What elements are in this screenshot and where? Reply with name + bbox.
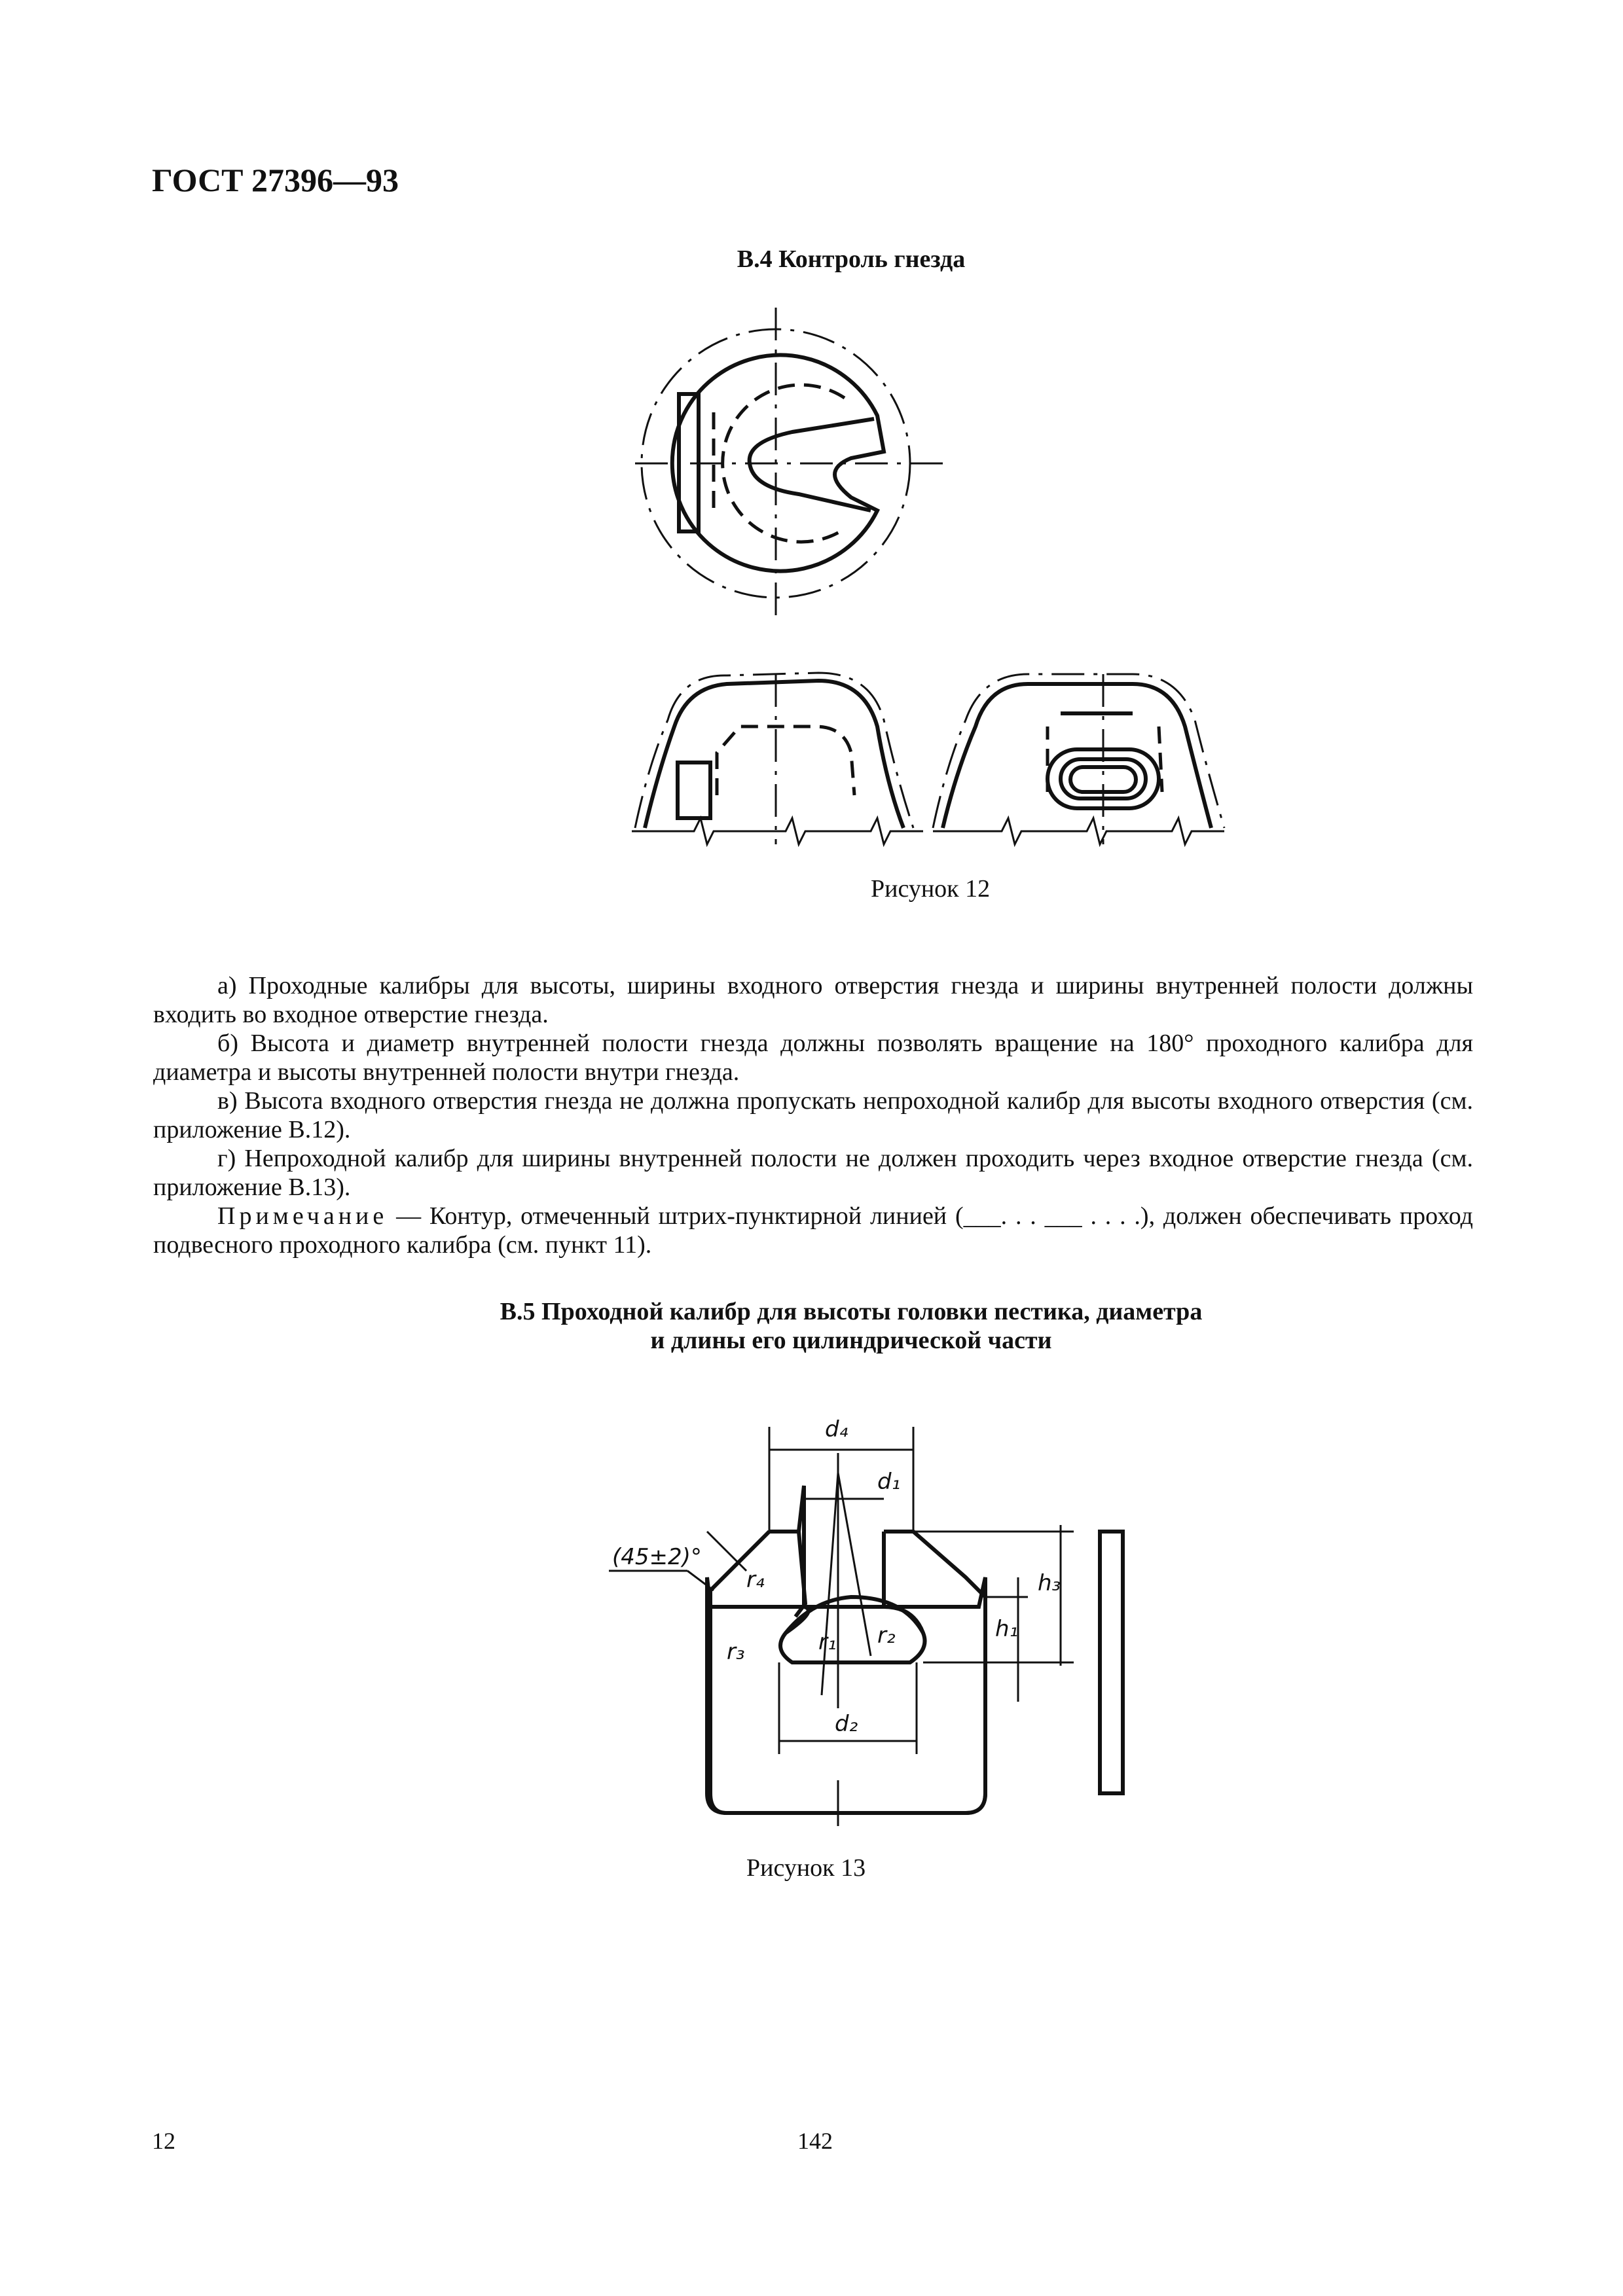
paragraph-a: а) Проходные калибры для высоты, ширины входного отверстия гнезда и ширины внутренней полости должны входить во входное отверстие гнезда.: [153, 972, 1473, 1028]
section-b5-title-line1: В.5 Проходной калибр для высоты головки пестика, диаметра: [500, 1298, 1203, 1325]
figure-12-side-view-right: [933, 674, 1224, 844]
label-angle: (45±2)°: [612, 1544, 702, 1570]
figure-12-side-view-left: [632, 673, 923, 844]
document-header: ГОСТ 27396—93: [152, 162, 399, 198]
note-paragraph: [153, 1202, 1473, 1259]
note-label: Примечание: [217, 1202, 388, 1230]
body-text: [153, 971, 1473, 1259]
paragraph-b: б) Высота и диаметр внутренней полости гнезда должны позволять вращение на 180° проходного калибра для диаметра и высоты внутренней полости внутри гнезда.: [153, 1030, 1473, 1086]
figure-13-drawing: [589, 1401, 1178, 1833]
label-h1: h₁: [995, 1616, 1019, 1642]
label-r2: r₂: [877, 1623, 896, 1649]
section-b4-title: В.4 Контроль гнезда: [737, 245, 966, 273]
note-text: — Контур, отмеченный штрих-пунктирной линией (___. . . ___ . . . .), должен обеспечивать проход подвесного проходного калибра (см. пункт 11).: [153, 1202, 1473, 1259]
label-h3: h₃: [1038, 1570, 1061, 1596]
label-d1: d₁: [877, 1469, 901, 1495]
figure-12-top-view: [635, 308, 943, 615]
figure-12-caption: Рисунок 12: [871, 875, 991, 903]
figure-12-drawing: [589, 301, 1309, 890]
page-number-center: 142: [797, 2128, 833, 2154]
figure-13-caption: Рисунок 13: [746, 1854, 866, 1882]
label-r3: r₃: [727, 1639, 745, 1665]
section-b5-title-line2: и длины его цилиндрической части: [650, 1327, 1052, 1354]
page-number-left: 12: [152, 2128, 175, 2154]
label-d2: d₂: [835, 1711, 858, 1737]
label-r1: r₁: [818, 1629, 837, 1655]
label-r4: r₄: [746, 1567, 765, 1593]
paragraph-v: в) Высота входного отверстия гнезда не должна пропускать непроходной калибр для высоты входного отверстия (см. приложение В.12).: [153, 1087, 1473, 1143]
label-d4: d₄: [825, 1416, 848, 1443]
section-b5-title: [393, 1297, 1309, 1355]
paragraph-g: г) Непроходной калибр для ширины внутренней полости не должен проходить через входное отверстие гнезда (см. приложение В.13).: [153, 1145, 1473, 1201]
